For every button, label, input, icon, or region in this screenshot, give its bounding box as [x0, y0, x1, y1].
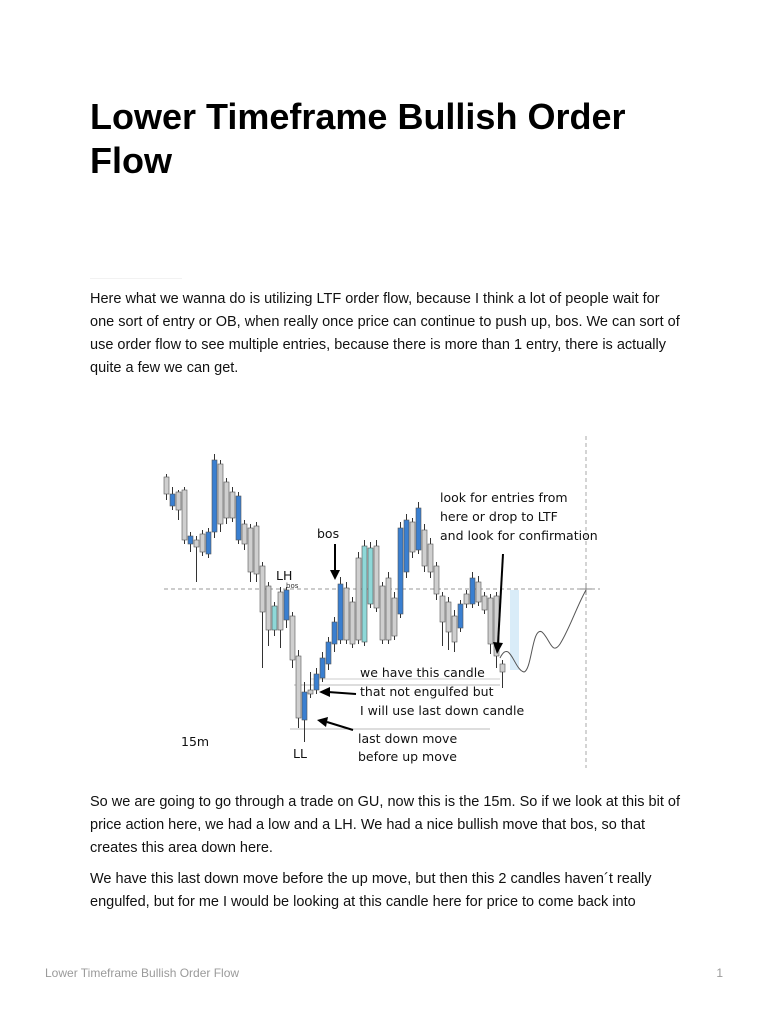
candle [350, 597, 355, 648]
arrow-last-down-icon [317, 717, 353, 730]
candle-body [212, 460, 217, 532]
crosshair-marker-icon [580, 583, 592, 595]
arrow-candle-icon [319, 687, 356, 697]
candle [206, 528, 211, 558]
candle-body [392, 598, 397, 636]
candle-body [224, 482, 229, 518]
annotation-bos: bos [317, 526, 340, 541]
candle-body [458, 604, 463, 628]
candle-body [176, 492, 181, 510]
candle [314, 668, 319, 694]
candle [212, 454, 217, 538]
candle-body [476, 582, 481, 602]
candle-body [194, 540, 199, 547]
annotation-entries-3: and look for confirmation [440, 528, 598, 543]
candle-body [428, 544, 433, 572]
candle [218, 460, 223, 532]
candle-body [296, 656, 301, 718]
arrow-bos-icon [330, 544, 340, 580]
candle [332, 617, 337, 652]
candle [428, 538, 433, 578]
candle [242, 520, 247, 550]
candle-body [164, 477, 169, 494]
candle [284, 587, 289, 628]
candle [416, 502, 421, 554]
candle [404, 514, 409, 578]
candle-body [398, 528, 403, 614]
candle [470, 572, 475, 608]
candle-body [272, 606, 277, 630]
candle [422, 524, 427, 572]
candle [380, 582, 385, 644]
document-title: Lower Timeframe Bullish Order Flow [90, 96, 626, 181]
candle-body [230, 492, 235, 518]
candle [386, 572, 391, 644]
candle-body [308, 690, 313, 694]
candle [224, 478, 229, 524]
candle-body [218, 464, 223, 524]
candle [488, 594, 493, 654]
annotation-last-down-2: before up move [358, 749, 457, 764]
candle [482, 592, 487, 614]
candle-body [170, 494, 175, 506]
candle-body [236, 496, 241, 540]
annotation-lh: LH [276, 568, 293, 583]
candle [302, 682, 307, 742]
annotation-ll: LL [293, 746, 307, 761]
candle-body [284, 590, 289, 620]
candle-body [200, 534, 205, 552]
candle [368, 542, 373, 608]
candle [392, 592, 397, 640]
candle-body [338, 584, 343, 640]
candle-body [410, 522, 415, 552]
candle-body [314, 674, 319, 690]
candle [410, 518, 415, 558]
candle-body [452, 616, 457, 642]
candle [434, 562, 439, 600]
candle-body [302, 692, 307, 720]
candle [176, 490, 181, 520]
candle-body [362, 546, 367, 642]
candle-body [182, 490, 187, 540]
candle-body [488, 598, 493, 644]
candle [326, 637, 331, 670]
candle-body [248, 528, 253, 572]
candle-body [242, 524, 247, 544]
candle-body [254, 526, 259, 574]
candle [398, 522, 403, 618]
chart-figure [160, 432, 608, 774]
candle-body [266, 586, 271, 630]
footer-title: Lower Timeframe Bullish Order Flow [45, 966, 240, 980]
candle [254, 522, 259, 582]
candle [440, 592, 445, 646]
candle [344, 582, 349, 644]
decorative-rule [90, 278, 182, 279]
candle-body [470, 578, 475, 604]
candle-body [416, 508, 421, 550]
candle [194, 536, 199, 582]
annotation-timeframe: 15m [181, 734, 210, 749]
candle-body [356, 558, 361, 640]
annotation-entries-2: here or drop to LTF [440, 509, 558, 524]
candle [338, 577, 343, 644]
candle-body [404, 520, 409, 572]
candle-body [290, 616, 295, 660]
candle [362, 540, 367, 646]
candle [188, 532, 193, 552]
annotation-last-down-1: last down move [358, 731, 458, 746]
candle [320, 652, 325, 682]
candle [452, 610, 457, 652]
candle-body [380, 586, 385, 640]
candle-body [350, 602, 355, 644]
annotation-bos-small: bos [286, 582, 299, 590]
candle [464, 590, 469, 608]
candlestick-chart [160, 432, 608, 774]
candle [356, 552, 361, 644]
candle [260, 562, 265, 668]
annotation-candle-3: I will use last down candle [360, 703, 525, 718]
candle [500, 660, 505, 688]
candle-body [446, 602, 451, 632]
annotation-entries-1: look for entries from [440, 490, 568, 505]
candle-body [434, 566, 439, 594]
page-number: 1 [716, 966, 723, 980]
candle-body [260, 566, 265, 612]
candle-body [320, 658, 325, 678]
candle-body [374, 546, 379, 608]
candle [164, 474, 169, 500]
candle-body [344, 588, 349, 640]
annotation-candle-1: we have this candle [360, 665, 485, 680]
candle-body [332, 622, 337, 644]
paragraph-trade: So we are going to go through a trade on GU, now this is the 15m. So if we look at this bit of price action here, we had a low and a LH. We had a nice bullish move that bos, so that creates this area down here. [90, 794, 680, 856]
candle [446, 597, 451, 650]
candle [266, 582, 271, 646]
candle-body [368, 548, 373, 604]
candle-body [188, 536, 193, 544]
candle [278, 587, 283, 648]
candle [476, 576, 481, 606]
candle-body [464, 594, 469, 604]
paragraph-intro: Here what we wanna do is utilizing LTF order flow, because I think a lot of people wait for one sort of entry or OB, when really once price can continue to push up, bos. We can sort of use order flow to see multiple entries, because there is more than 1 entry, there is actually quite a few we can get. [90, 291, 680, 376]
candle [248, 524, 253, 582]
candle-body [500, 664, 505, 672]
candle [230, 487, 235, 522]
candle [374, 540, 379, 612]
candle [296, 650, 301, 728]
candle [170, 487, 175, 510]
candle-body [326, 642, 331, 664]
candle [236, 492, 241, 544]
candle-body [440, 596, 445, 622]
candle [200, 530, 205, 556]
candle-body [278, 592, 283, 630]
candle [290, 612, 295, 668]
candle-body [482, 596, 487, 610]
candle-body [386, 578, 391, 640]
candle [182, 487, 187, 544]
candle-body [422, 530, 427, 566]
annotation-candle-2: that not engulfed but [360, 684, 494, 699]
candle [458, 600, 463, 632]
candle-body [206, 532, 211, 554]
candle [272, 602, 277, 636]
projection-highlight [510, 590, 519, 670]
paragraph-last-down: We have this last down move before the up move, but then this 2 candles haven´t really engulfed, but for me I would be looking at this candle here for price to come back into [90, 871, 652, 910]
